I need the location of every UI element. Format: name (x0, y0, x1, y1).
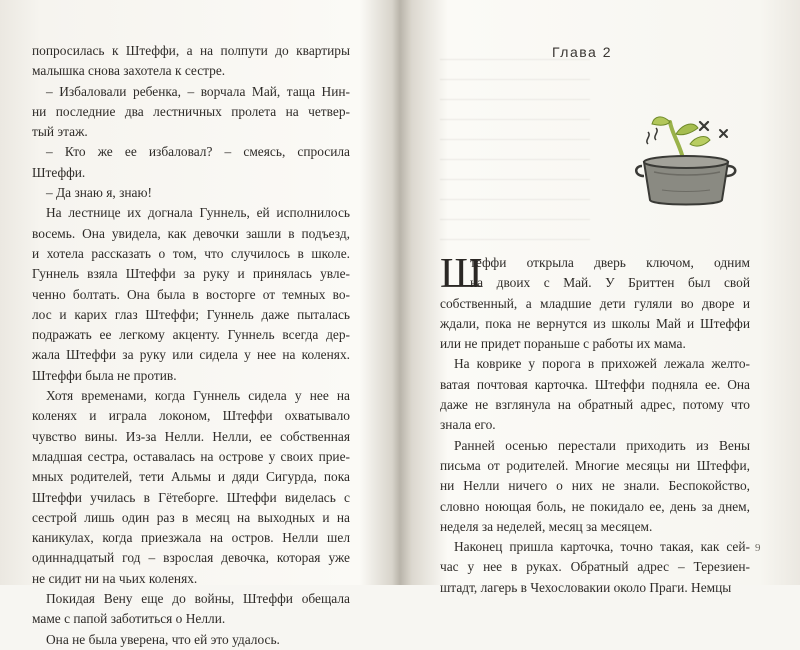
text-line: коленях и играла локоном, Штеффи охватывало (32, 408, 350, 424)
chapter-title: Глава 2 (552, 44, 612, 60)
text-line: жала Штеффи за руку или сидела у нее на коленях. (32, 347, 350, 363)
text-line: мных родителей, тети Альмы и дяди Сигурда, пока (32, 469, 350, 485)
text-line: восемь. Она увидела, как девочки зашли в подъезд, (32, 225, 350, 241)
text-line: Штеффи была не против. (32, 367, 177, 383)
text-line: попросилась к Штеффи, а на полпути до квартиры (32, 43, 350, 58)
text-line: На коврике у порога в прихожей лежала желто- (454, 356, 750, 372)
text-line: каникулах, когда приезжала на остров. Нелли шел (32, 530, 350, 546)
text-line: Гуннель взяла Штеффи за руку и принялась увле- (32, 266, 350, 282)
drop-cap: Ш (440, 251, 483, 297)
text-line: младшая сестра, оставалась на острове у своих прие- (32, 448, 350, 464)
text-line: не сидит ни на чьих коленях. (32, 570, 198, 586)
text-line: Штеффи. (32, 164, 86, 180)
text-line: – Да знаю я, знаю! (46, 185, 152, 201)
text-line: даже не взглянула на обратный адрес, потому что (440, 397, 750, 413)
text-line: ждали, пока не вернутся из школы Май и Штеффи (440, 315, 750, 331)
pot-illustration (632, 100, 742, 210)
text-line: подражать ее легкому акценту. Гуннель всегда дер- (32, 327, 350, 343)
right-page-text (440, 253, 750, 598)
text-line: лос и карих глаз Штеффи; Гуннель даже пыталась (32, 306, 350, 322)
text-line: тый этаж. (32, 124, 88, 140)
text-line: знала его. (440, 417, 496, 433)
text-line: малышка снова захотела к сестре. (32, 63, 226, 79)
text-line: словно ноющая боль, не покидало ее, день за днем, (440, 498, 750, 514)
pot-with-sprouting-plant-icon (632, 100, 742, 210)
text-line: чувство вины. Из-за Нелли. Нелли, ее собственная (32, 428, 350, 444)
text-line: неделя за неделей, месяц за месяцем. (440, 518, 653, 534)
text-line: На лестнице их догнала Гуннель, ей исполнилось (46, 205, 350, 221)
text-line: или не придет пораньше с работы их мама. (440, 336, 686, 352)
text-line: – Избаловали ребенка, – ворчала Май, таща Нин- (46, 83, 350, 99)
text-line: ченно болтать. Она была в восторге от темных во- (32, 286, 350, 302)
text-line: Покидая Вену еще до войны, Штеффи обещала (46, 591, 350, 607)
text-line: собственный, а младшие дети гуляли во дворе и (440, 295, 750, 311)
text-line: ни последние два лестничных пролета на четвер- (32, 103, 350, 119)
text-line: письма от родителей. Многие месяцы ни Штеффи, (440, 457, 750, 473)
left-page (0, 0, 400, 647)
text-line: Она не была уверена, что ей это удалось. (46, 631, 280, 647)
text-line: Хотя временами, когда Гуннель сидела у нее на (46, 388, 350, 404)
text-line: час у нее в руках. Обратный адрес – Терезиен- (440, 559, 750, 575)
text-line: Наконец пришла карточка, точно такая, как сей- (454, 539, 750, 555)
page-number: 9 (755, 542, 761, 554)
text-line: Штеффи училась в Гётеборге. Штеффи виделась с (32, 489, 350, 505)
text-line: Ранней осенью перестали приходить из Вены (454, 437, 750, 453)
text-line: ни Нелли ничего о них не знали. Беспокойство, (440, 478, 750, 494)
text-line: теффи открыла дверь ключом, одним (470, 255, 750, 270)
text-line: и хотела рассказать о том, что случилось в школе. (32, 245, 350, 261)
left-page-text (32, 41, 350, 650)
text-line: одиннадцатый год – взрослая девочка, которая уже (32, 550, 350, 566)
text-line: штадт, лагерь в Чехословакии около Праги. Немцы (440, 579, 732, 595)
right-page (402, 0, 800, 595)
text-line: ватая почтовая карточка. Штеффи подняла ее. Она (440, 376, 750, 392)
text-line: на двоих с Май. У Бриттен был свой (470, 275, 750, 291)
opening-paragraph (440, 253, 750, 354)
text-line: – Кто же ее избаловал? – смеясь, спросила (46, 144, 350, 160)
text-line: сестрой лишь один раз в месяц на выходных и на (32, 509, 350, 525)
text-line: маме с папой заботиться о Нелли. (32, 611, 226, 627)
